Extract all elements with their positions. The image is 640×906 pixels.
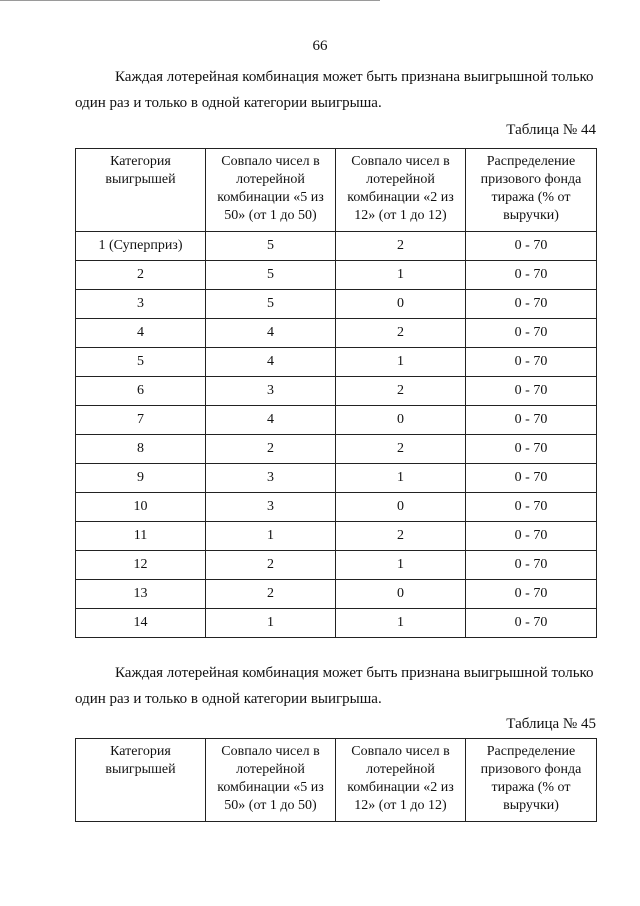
cell-prize-distribution: 0 - 70: [466, 348, 597, 377]
header-prize-distribution: Распределение призового фонда тиража (% от выручки): [466, 739, 597, 822]
header-category: Категория выигрышей: [76, 149, 206, 232]
table-row: [76, 522, 597, 551]
cell-matched-2of12: 0: [336, 290, 466, 319]
cell-matched-5of50: 5: [206, 290, 336, 319]
cell-matched-5of50: 2: [206, 435, 336, 464]
cell-prize-distribution: 0 - 70: [466, 232, 597, 261]
table-body-44: [76, 232, 597, 638]
cell-matched-2of12: 1: [336, 348, 466, 377]
table-row: [76, 290, 597, 319]
table-caption-44: Таблица № 44: [506, 122, 596, 138]
cell-prize-distribution: 0 - 70: [466, 290, 597, 319]
cell-matched-5of50: 3: [206, 493, 336, 522]
cell-prize-distribution: 0 - 70: [466, 406, 597, 435]
cell-category: 1 (Суперприз): [76, 232, 206, 261]
table-row: [76, 377, 597, 406]
cell-category: 3: [76, 290, 206, 319]
cell-matched-5of50: 4: [206, 319, 336, 348]
cell-matched-5of50: 1: [206, 522, 336, 551]
cell-category: 12: [76, 551, 206, 580]
cell-matched-5of50: 4: [206, 406, 336, 435]
cell-category: 6: [76, 377, 206, 406]
cell-matched-2of12: 2: [336, 435, 466, 464]
cell-category: 11: [76, 522, 206, 551]
cell-category: 2: [76, 261, 206, 290]
header-matched-2of12: Совпало чисел в лотерейной комбинации «2 из 12» (от 1 до 12): [336, 149, 466, 232]
table-row: [76, 609, 597, 638]
cell-matched-2of12: 2: [336, 377, 466, 406]
table-row: [76, 493, 597, 522]
scan-top-rule: [0, 0, 380, 1]
table-row: [76, 464, 597, 493]
cell-matched-2of12: 0: [336, 406, 466, 435]
cell-matched-2of12: 2: [336, 319, 466, 348]
cell-matched-5of50: 2: [206, 551, 336, 580]
table-row: [76, 348, 597, 377]
cell-matched-2of12: 0: [336, 493, 466, 522]
page-number: 66: [312, 38, 328, 54]
table-header-row: [76, 149, 597, 232]
cell-matched-5of50: 4: [206, 348, 336, 377]
cell-prize-distribution: 0 - 70: [466, 522, 597, 551]
prize-table-44: [75, 148, 597, 638]
table-row: [76, 551, 597, 580]
prize-table-45: [75, 738, 597, 822]
table-row: [76, 406, 597, 435]
cell-prize-distribution: 0 - 70: [466, 609, 597, 638]
paragraph-rules-2: [75, 660, 605, 712]
cell-prize-distribution: 0 - 70: [466, 493, 597, 522]
paragraph-line: Каждая лотерейная комбинация может быть признана выигрышной только: [115, 665, 594, 681]
header-matched-5of50: Совпало чисел в лотерейной комбинации «5 из 50» (от 1 до 50): [206, 739, 336, 822]
cell-matched-2of12: 0: [336, 580, 466, 609]
cell-matched-5of50: 1: [206, 609, 336, 638]
cell-prize-distribution: 0 - 70: [466, 580, 597, 609]
header-prize-distribution: Распределение призового фонда тиража (% от выручки): [466, 149, 597, 232]
paragraph-rules-1: [75, 64, 605, 116]
cell-category: 9: [76, 464, 206, 493]
cell-prize-distribution: 0 - 70: [466, 377, 597, 406]
cell-matched-2of12: 1: [336, 551, 466, 580]
header-matched-5of50: Совпало чисел в лотерейной комбинации «5 из 50» (от 1 до 50): [206, 149, 336, 232]
cell-prize-distribution: 0 - 70: [466, 464, 597, 493]
paragraph-line: Каждая лотерейная комбинация может быть признана выигрышной только: [115, 69, 594, 85]
cell-category: 7: [76, 406, 206, 435]
cell-matched-2of12: 2: [336, 522, 466, 551]
cell-category: 5: [76, 348, 206, 377]
cell-prize-distribution: 0 - 70: [466, 551, 597, 580]
cell-matched-2of12: 2: [336, 232, 466, 261]
cell-prize-distribution: 0 - 70: [466, 319, 597, 348]
table-caption-45: Таблица № 45: [506, 716, 596, 732]
cell-matched-5of50: 2: [206, 580, 336, 609]
header-matched-2of12: Совпало чисел в лотерейной комбинации «2 из 12» (от 1 до 12): [336, 739, 466, 822]
cell-category: 10: [76, 493, 206, 522]
table-row: [76, 435, 597, 464]
table-row: [76, 261, 597, 290]
cell-category: 4: [76, 319, 206, 348]
cell-matched-5of50: 5: [206, 261, 336, 290]
paragraph-line: один раз и только в одной категории выигрыша.: [75, 691, 382, 707]
table-row: [76, 319, 597, 348]
table-row: [76, 580, 597, 609]
table-row: [76, 232, 597, 261]
cell-matched-5of50: 3: [206, 464, 336, 493]
cell-prize-distribution: 0 - 70: [466, 435, 597, 464]
cell-category: 13: [76, 580, 206, 609]
cell-matched-2of12: 1: [336, 261, 466, 290]
paragraph-line: один раз и только в одной категории выигрыша.: [75, 95, 382, 111]
cell-category: 14: [76, 609, 206, 638]
table-header-row: [76, 739, 597, 822]
cell-matched-2of12: 1: [336, 464, 466, 493]
header-category: Категория выигрышей: [76, 739, 206, 822]
cell-prize-distribution: 0 - 70: [466, 261, 597, 290]
cell-matched-2of12: 1: [336, 609, 466, 638]
cell-matched-5of50: 3: [206, 377, 336, 406]
cell-category: 8: [76, 435, 206, 464]
cell-matched-5of50: 5: [206, 232, 336, 261]
